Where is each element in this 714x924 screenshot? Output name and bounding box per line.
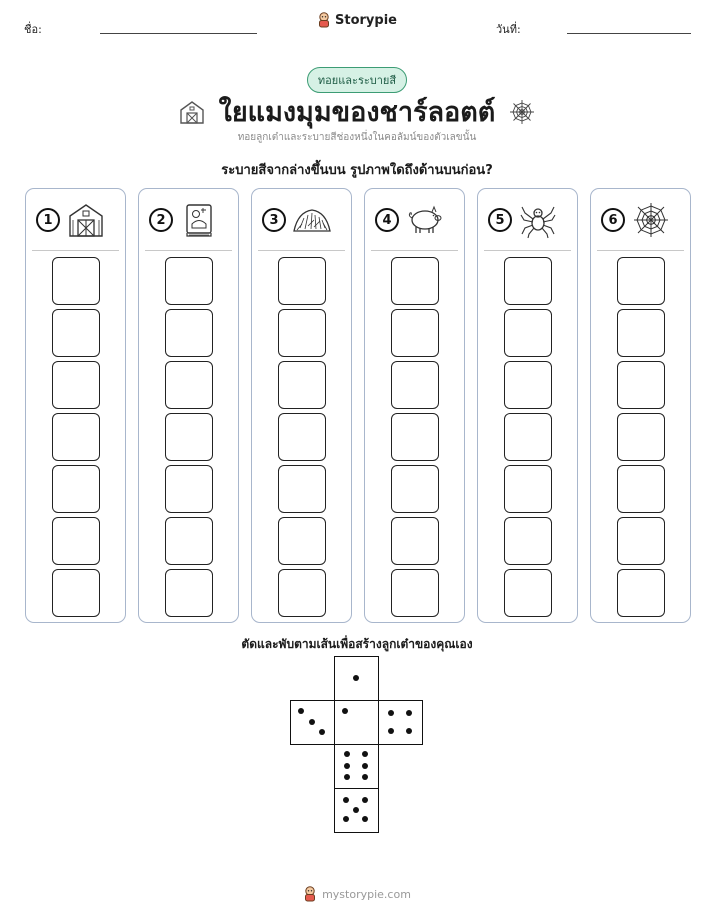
die-face-lower — [334, 744, 379, 789]
die-face-center — [334, 700, 379, 745]
color-square[interactable] — [278, 257, 326, 305]
color-square[interactable] — [165, 309, 213, 357]
pip — [388, 728, 394, 734]
pip — [298, 708, 304, 714]
pip — [362, 751, 368, 757]
color-square[interactable] — [52, 569, 100, 617]
pip — [362, 816, 368, 822]
pip — [353, 807, 359, 813]
columns — [25, 188, 691, 623]
color-square[interactable] — [391, 257, 439, 305]
footer — [0, 886, 714, 902]
color-squares — [252, 257, 351, 617]
title-row — [0, 90, 714, 133]
brand-logo — [0, 12, 714, 28]
color-squares — [478, 257, 577, 617]
pip — [406, 710, 412, 716]
pip — [343, 797, 349, 803]
column-3 — [251, 188, 352, 623]
color-squares — [139, 257, 238, 617]
name-line[interactable] — [100, 33, 257, 34]
pip — [362, 797, 368, 803]
color-square[interactable] — [165, 413, 213, 461]
color-square[interactable] — [504, 309, 552, 357]
spiderweb-icon — [633, 202, 669, 238]
color-square[interactable] — [52, 465, 100, 513]
column-number: 5 — [488, 208, 512, 232]
column-number: 4 — [375, 208, 399, 232]
color-square[interactable] — [165, 361, 213, 409]
color-squares — [365, 257, 464, 617]
color-square[interactable] — [278, 361, 326, 409]
color-square[interactable] — [617, 361, 665, 409]
die-net — [290, 656, 424, 834]
color-square[interactable] — [52, 309, 100, 357]
color-square[interactable] — [504, 517, 552, 565]
storypie-mascot-icon — [303, 886, 317, 902]
column-6 — [590, 188, 691, 623]
color-square[interactable] — [617, 569, 665, 617]
name-label: ชื่อ: — [24, 23, 42, 36]
pip — [344, 751, 350, 757]
pip — [353, 675, 359, 681]
color-square[interactable] — [391, 465, 439, 513]
pip — [362, 774, 368, 780]
color-square[interactable] — [165, 517, 213, 565]
color-square[interactable] — [391, 413, 439, 461]
die-face-left — [290, 700, 335, 745]
color-square[interactable] — [617, 465, 665, 513]
pip — [344, 763, 350, 769]
column-number: 3 — [262, 208, 286, 232]
pip — [344, 774, 350, 780]
spiderweb-icon — [509, 99, 535, 125]
color-square[interactable] — [278, 465, 326, 513]
barn-icon — [67, 202, 105, 238]
subtitle: ทอยลูกเต๋าและระบายสีช่องหนึ่งในคอลัมน์ของตัวเลขนั้น — [237, 132, 477, 143]
color-square[interactable] — [52, 257, 100, 305]
color-square[interactable] — [504, 465, 552, 513]
date-label: วันที่: — [496, 23, 521, 36]
column-number: 1 — [36, 208, 60, 232]
die-face-right — [378, 700, 423, 745]
pip — [309, 719, 315, 725]
cut-instruction: ตัดและพับตามเส้นเพื่อสร้างลูกเต๋าของคุณเอง — [241, 637, 473, 651]
pip — [319, 729, 325, 735]
color-square[interactable] — [278, 413, 326, 461]
pip — [343, 816, 349, 822]
color-square[interactable] — [504, 413, 552, 461]
barn-icon — [179, 100, 205, 124]
color-square[interactable] — [391, 309, 439, 357]
activity-badge: ทอยและระบายสี — [307, 67, 407, 93]
die-face-bottom — [334, 788, 379, 833]
column-4 — [364, 188, 465, 623]
color-squares — [26, 257, 125, 617]
color-square[interactable] — [617, 309, 665, 357]
color-square[interactable] — [504, 361, 552, 409]
column-number: 6 — [601, 208, 625, 232]
color-square[interactable] — [165, 257, 213, 305]
color-square[interactable] — [165, 465, 213, 513]
color-square[interactable] — [391, 361, 439, 409]
spider-icon — [519, 201, 557, 239]
color-square[interactable] — [504, 257, 552, 305]
column-number: 2 — [149, 208, 173, 232]
date-line[interactable] — [567, 33, 691, 34]
column-5 — [477, 188, 578, 623]
question: ระบายสีจากล่างขึ้นบน รูปภาพใดถึงด้านบนก่อน? — [221, 163, 493, 178]
color-square[interactable] — [617, 413, 665, 461]
haystack-icon — [292, 206, 332, 234]
brand-name: Storypie — [335, 12, 397, 28]
color-square[interactable] — [52, 361, 100, 409]
column-1 — [25, 188, 126, 623]
page-title: ใยแมงมุมของชาร์ลอตต์ — [218, 97, 496, 128]
color-square[interactable] — [52, 517, 100, 565]
pip — [388, 710, 394, 716]
pip — [406, 728, 412, 734]
die-face-top — [334, 656, 379, 701]
column-2 — [138, 188, 239, 623]
storypie-mascot-icon — [317, 12, 331, 28]
footer-link[interactable]: mystorypie.com — [322, 887, 411, 901]
color-square[interactable] — [52, 413, 100, 461]
color-square[interactable] — [278, 517, 326, 565]
color-squares — [591, 257, 690, 617]
color-square[interactable] — [391, 569, 439, 617]
color-square[interactable] — [391, 517, 439, 565]
pip — [362, 763, 368, 769]
color-square[interactable] — [504, 569, 552, 617]
book-icon — [181, 202, 217, 238]
color-square[interactable] — [278, 309, 326, 357]
pig-icon — [405, 204, 445, 236]
color-square[interactable] — [617, 257, 665, 305]
color-square[interactable] — [165, 569, 213, 617]
color-square[interactable] — [617, 517, 665, 565]
color-square[interactable] — [278, 569, 326, 617]
pip — [342, 708, 348, 714]
